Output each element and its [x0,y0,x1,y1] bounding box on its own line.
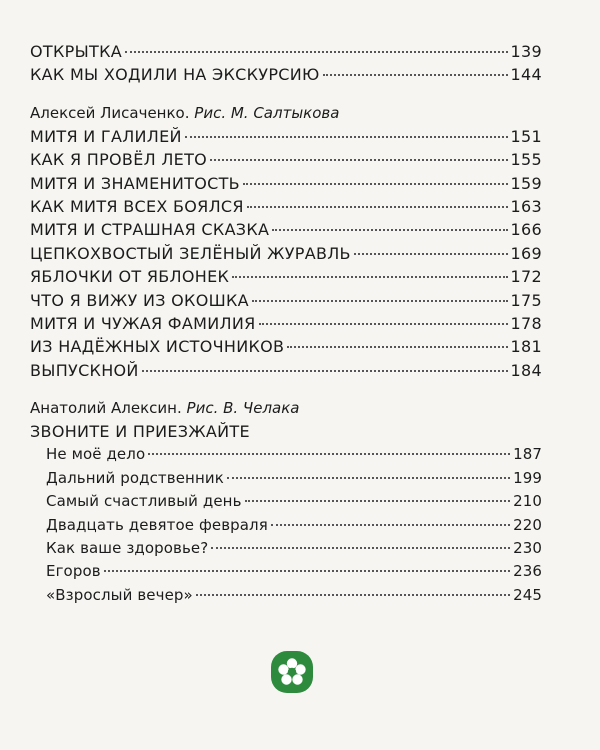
toc-title: ОТКРЫТКА [30,42,122,61]
toc-title: Двадцать девятое февраля [46,515,268,534]
toc-page-number: 172 [510,267,542,287]
toc-page-number: 245 [513,585,542,604]
toc-title: Самый счастливый день [46,492,242,511]
toc-title: МИТЯ И ЧУЖАЯ ФАМИЛИЯ [30,313,256,333]
toc-row[interactable] [30,40,542,63]
toc-row[interactable] [30,148,542,171]
toc-title: МИТЯ И ГАЛИЛЕЙ [30,126,182,146]
illustrator-credit: Рис. В. Челака [186,399,300,418]
author-name: Алексей Лисаченко. [30,103,190,122]
toc-page-number: 230 [513,539,542,558]
dot-leader [287,345,507,348]
toc-page-number: 236 [513,562,542,581]
toc-title: ВЫПУСКНОЙ [30,360,139,380]
toc-page-number: 169 [510,243,542,263]
toc-page-number: 210 [513,492,542,511]
dot-leader [125,50,508,53]
toc-page-number: 220 [513,515,542,534]
dot-leader [185,135,508,138]
dot-leader [272,228,507,231]
toc-row[interactable] [30,443,542,466]
dot-leader [196,593,510,596]
toc-row[interactable] [30,63,542,86]
dot-leader [104,569,510,572]
toc-row[interactable] [30,359,542,382]
toc-title: Как ваше здоровье? [46,539,209,558]
toc-row[interactable] [30,172,542,195]
toc-row[interactable] [30,265,542,288]
toc-row[interactable] [30,490,542,513]
toc-title: «Взрослый вечер» [46,585,193,604]
dot-leader [354,252,508,255]
book-title-row[interactable] [30,420,542,443]
toc-page-number: 199 [513,468,542,487]
illustrator-credit: Рис. М. Салтыкова [194,103,340,122]
toc-row[interactable] [30,195,542,218]
toc-title: Не моё дело [46,445,146,464]
toc-page-number: 166 [510,220,542,240]
toc-group-2 [30,101,542,382]
dot-leader [252,299,508,302]
dot-leader [245,499,511,502]
author-line [30,396,542,420]
toc-title: ИЗ НАДЁЖНЫХ ИСТОЧНИКОВ [30,337,285,357]
toc-row[interactable] [30,467,542,490]
dot-leader [271,523,510,526]
toc-page-number: 184 [510,360,542,380]
flower-icon [270,650,314,694]
dot-leader [259,322,508,325]
toc-row[interactable] [30,560,542,583]
toc-title: Дальний родственник [46,468,224,487]
toc-title: ЯБЛОЧКИ ОТ ЯБЛОНЕК [30,267,230,287]
toc-title: МИТЯ И ЗНАМЕНИТОСТЬ [30,173,240,193]
toc-row[interactable] [30,584,542,607]
toc-page-number: 155 [510,150,542,170]
toc-row[interactable] [30,242,542,265]
toc-group-3 [30,396,542,607]
toc-row[interactable] [30,514,542,537]
dot-leader [243,182,508,185]
toc-row[interactable] [30,312,542,335]
toc-row[interactable] [30,218,542,241]
toc-row[interactable] [30,537,542,560]
author-name: Анатолий Алексин. [30,399,182,418]
toc-page-number: 181 [510,337,542,357]
toc-title: ЦЕПКОХВОСТЫЙ ЗЕЛЁНЫЙ ЖУРАВЛЬ [30,243,351,263]
dot-leader [227,476,510,479]
toc-row[interactable] [30,125,542,148]
toc-title: КАК МЫ ХОДИЛИ НА ЭКСКУРСИЮ [30,65,320,85]
toc-row[interactable] [30,289,542,312]
dot-leader [210,158,508,161]
toc-page-number: 159 [510,173,542,193]
toc-page-number: 151 [510,126,542,146]
author-line [30,101,542,125]
toc-title: Егоров [46,562,101,581]
book-title: ЗВОНИТЕ И ПРИЕЗЖАЙТЕ [30,422,250,442]
toc-page-number: 175 [510,290,542,310]
dot-leader [232,275,507,278]
toc-page-number: 144 [510,65,542,85]
dot-leader [323,73,508,76]
dot-leader [142,369,508,372]
toc-title: ЧТО Я ВИЖУ ИЗ ОКОШКА [30,290,249,310]
dot-leader [211,546,510,549]
toc-page-number: 178 [510,313,542,333]
table-of-contents [30,40,542,607]
toc-title: МИТЯ И СТРАШНАЯ СКАЗКА [30,220,270,240]
toc-page-number: 187 [513,445,542,464]
toc-group-1 [30,40,542,87]
toc-page-number: 139 [510,42,542,61]
toc-title: КАК Я ПРОВЁЛ ЛЕТО [30,150,208,170]
dot-leader [247,205,508,208]
toc-row[interactable] [30,335,542,358]
toc-page-number: 163 [510,196,542,216]
toc-title: КАК МИТЯ ВСЕХ БОЯЛСЯ [30,196,244,216]
dot-leader [148,452,510,455]
